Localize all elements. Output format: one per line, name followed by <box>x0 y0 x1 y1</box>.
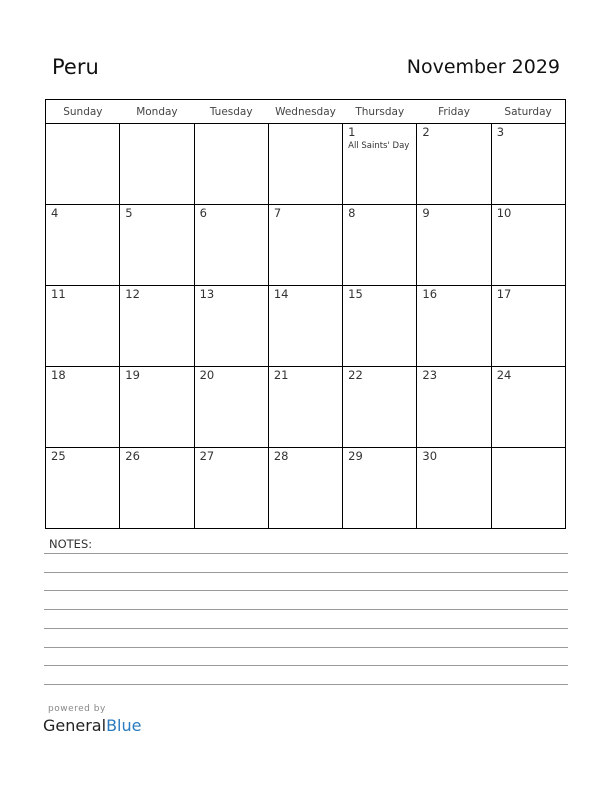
day-number: 27 <box>199 449 215 463</box>
day-number: 2 <box>422 125 430 139</box>
day-number: 18 <box>51 368 66 382</box>
calendar-grid <box>45 99 566 529</box>
day-cell <box>194 448 268 529</box>
day-number: 3 <box>496 125 505 139</box>
day-number: 5 <box>125 206 133 220</box>
day-number: 13 <box>199 287 215 301</box>
note-line <box>44 647 568 648</box>
day-cell <box>194 286 268 367</box>
day-cell <box>46 448 120 529</box>
day-cell <box>491 124 565 205</box>
day-number: 24 <box>496 368 512 382</box>
note-line <box>44 665 568 666</box>
day-cell <box>194 205 268 286</box>
day-number: 16 <box>422 287 438 301</box>
day-number: 29 <box>348 449 363 463</box>
day-cell <box>417 124 491 205</box>
empty-day-cell <box>46 124 120 205</box>
day-cell <box>120 367 194 448</box>
brand-general: General <box>43 716 107 735</box>
day-number: 25 <box>51 449 66 463</box>
day-cell <box>343 367 417 448</box>
weekday-wednesday: Wednesday <box>268 100 342 124</box>
empty-day-cell <box>194 124 268 205</box>
day-number: 4 <box>51 206 59 220</box>
holiday-label: All Saints' Day <box>348 141 410 151</box>
day-cell <box>46 286 120 367</box>
day-cell <box>417 205 491 286</box>
note-line <box>44 572 568 573</box>
note-line <box>44 553 568 554</box>
day-number: 8 <box>348 206 356 220</box>
day-cell <box>491 205 565 286</box>
note-line <box>44 590 568 591</box>
day-cell <box>268 205 342 286</box>
week-row <box>46 124 566 205</box>
note-line <box>44 684 568 685</box>
weekday-monday: Monday <box>120 100 194 124</box>
weekday-header-row <box>46 100 566 124</box>
day-number: 9 <box>422 206 430 220</box>
empty-day-cell <box>491 448 565 529</box>
day-cell <box>46 205 120 286</box>
weekday-saturday: Saturday <box>491 100 565 124</box>
day-number: 30 <box>422 449 438 463</box>
powered-by-text: powered by <box>48 704 106 714</box>
day-cell <box>343 448 417 529</box>
day-cell <box>194 367 268 448</box>
day-cell <box>120 205 194 286</box>
brand-blue: Blue <box>106 716 142 735</box>
day-cell <box>268 286 342 367</box>
week-row <box>46 367 566 448</box>
day-number: 14 <box>273 287 289 301</box>
day-number: 22 <box>348 368 363 382</box>
day-cell <box>268 367 342 448</box>
day-cell <box>491 367 565 448</box>
day-number: 23 <box>422 368 438 382</box>
week-row <box>46 448 566 529</box>
week-row <box>46 286 566 367</box>
day-number: 7 <box>273 206 282 220</box>
day-cell <box>120 286 194 367</box>
weekday-tuesday: Tuesday <box>194 100 268 124</box>
empty-day-cell <box>120 124 194 205</box>
weekday-sunday: Sunday <box>46 100 120 124</box>
note-line <box>44 628 568 629</box>
day-number: 6 <box>199 206 207 220</box>
day-cell <box>343 286 417 367</box>
day-number: 1 <box>348 125 356 139</box>
day-cell <box>417 286 491 367</box>
generalblue-logo <box>43 716 141 735</box>
day-number: 17 <box>496 287 512 301</box>
country-title: Peru <box>52 55 99 79</box>
weekday-friday: Friday <box>417 100 491 124</box>
day-number: 26 <box>125 449 140 463</box>
day-number: 20 <box>199 368 215 382</box>
day-cell <box>120 448 194 529</box>
note-line <box>44 609 568 610</box>
day-number: 12 <box>125 287 140 301</box>
day-cell <box>46 367 120 448</box>
day-cell <box>343 205 417 286</box>
day-cell <box>417 367 491 448</box>
day-number: 21 <box>273 368 289 382</box>
day-number: 15 <box>348 287 363 301</box>
day-cell <box>268 448 342 529</box>
day-cell <box>491 286 565 367</box>
week-row <box>46 205 566 286</box>
day-cell <box>417 448 491 529</box>
day-cell <box>343 124 417 205</box>
day-number: 11 <box>51 287 66 301</box>
month-year-title: November 2029 <box>406 56 560 78</box>
day-number: 28 <box>273 449 289 463</box>
notes-label: NOTES: <box>49 537 93 551</box>
empty-day-cell <box>268 124 342 205</box>
weekday-thursday: Thursday <box>343 100 417 124</box>
day-number: 19 <box>125 368 140 382</box>
day-number: 10 <box>496 206 512 220</box>
